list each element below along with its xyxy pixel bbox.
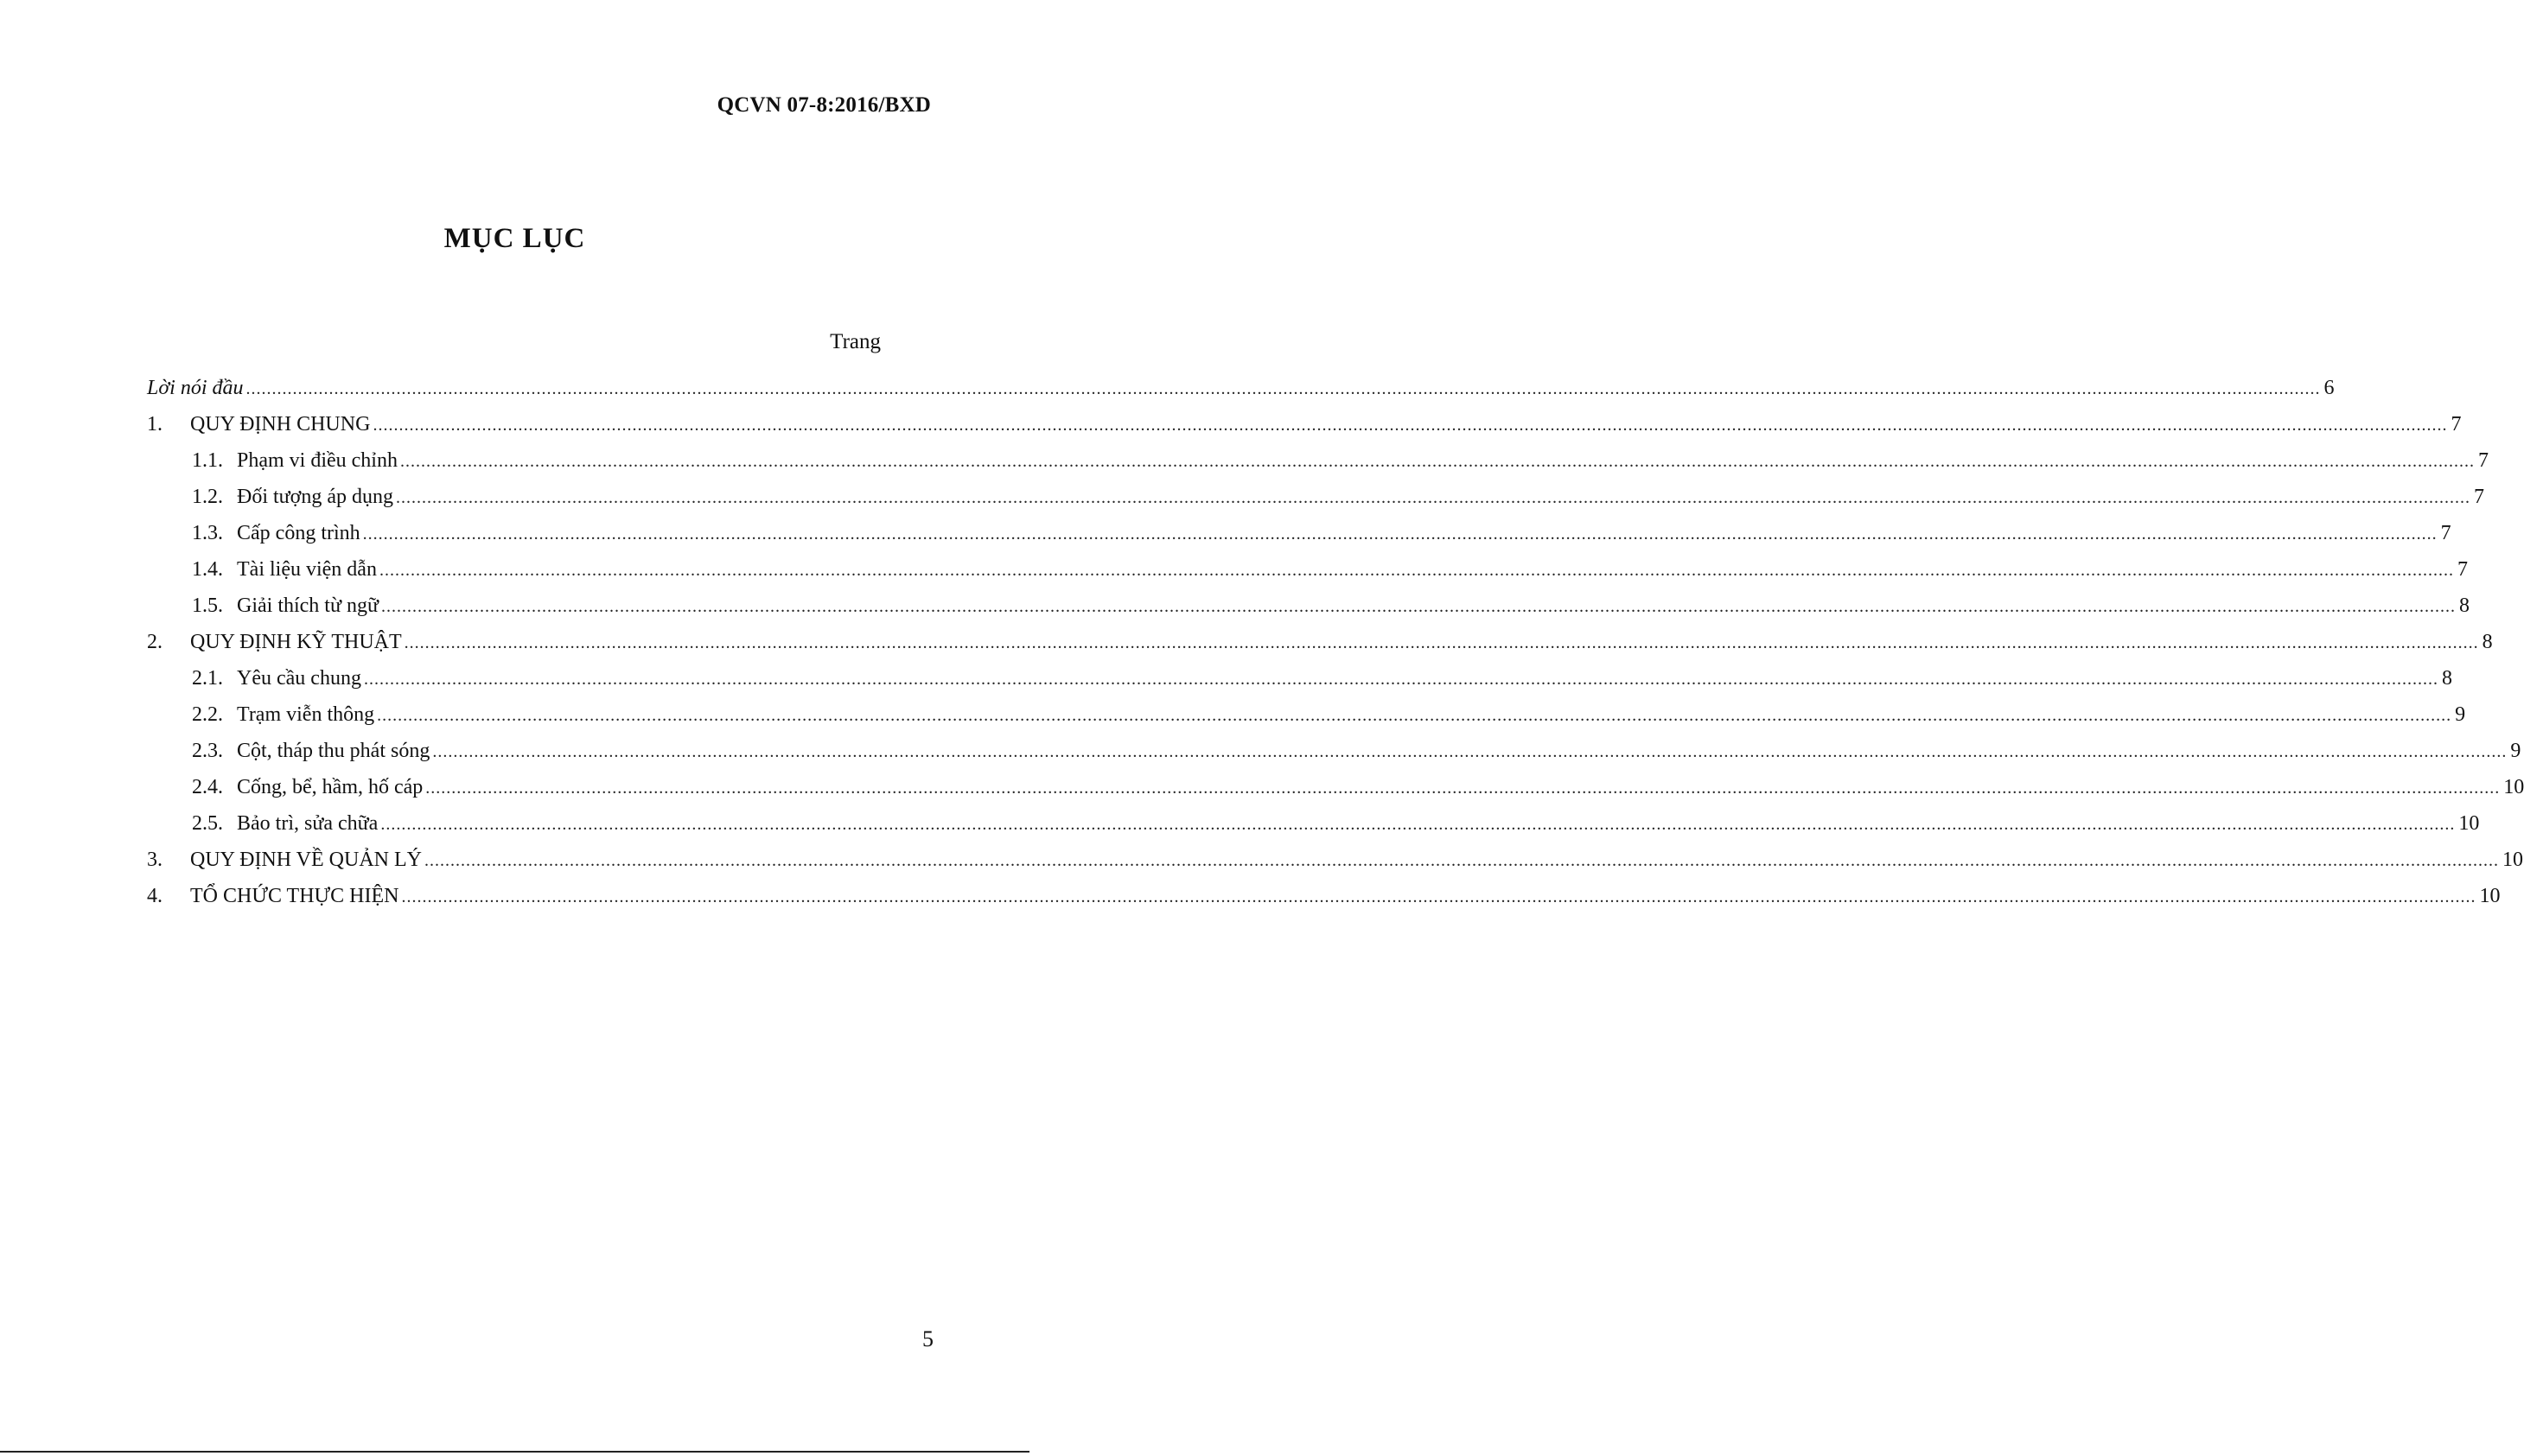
toc-entry-number: 2.1.: [192, 667, 223, 690]
toc-entry-label: Lời nói đầu: [147, 377, 244, 399]
dot-leader: ................................................................................................................................................................................................................................................................................................................................................................................................................: [380, 815, 2456, 834]
dot-leader: ................................................................................................................................................................................................................................................................................................................................................................................................................: [245, 379, 2321, 398]
toc-entry-label: Cống, bể, hầm, hố cáp: [237, 776, 424, 798]
toc-entry-page: 8: [2459, 594, 2470, 617]
page-column-label: Trang: [830, 330, 881, 353]
toc-entry-page: 10: [2503, 776, 2524, 798]
toc-subsection-entry[interactable]: [147, 551, 2468, 588]
toc-title: MỤC LỤC: [443, 223, 586, 254]
dot-leader: ................................................................................................................................................................................................................................................................................................................................................................................................................: [381, 597, 2456, 616]
toc-entry-number: 2.2.: [192, 703, 223, 726]
toc-entry-label: TỔ CHỨC THỰC HIỆN: [190, 885, 399, 907]
dot-leader: ................................................................................................................................................................................................................................................................................................................................................................................................................: [396, 488, 2471, 507]
toc-entry-page: 7: [2457, 558, 2468, 581]
document-code: QCVN 07-8:2016/BXD: [717, 93, 931, 117]
toc-entry-label: Cấp công trình: [237, 522, 360, 544]
toc-entry-number: 3.: [147, 849, 163, 871]
toc-entry-label: QUY ĐỊNH VỀ QUẢN LÝ: [190, 849, 422, 871]
toc-entry-number: 2.3.: [192, 740, 223, 762]
toc-entry-page: 6: [2323, 377, 2335, 399]
toc-entry-page: 10: [2502, 849, 2523, 871]
toc-section-entry[interactable]: [147, 406, 2462, 442]
toc-subsection-entry[interactable]: [147, 515, 2451, 551]
bottom-rule: [0, 1451, 1029, 1453]
toc-entry-page: 7: [2474, 486, 2485, 508]
toc-subsection-entry[interactable]: [147, 442, 2489, 479]
toc-entry-label: QUY ĐỊNH CHUNG: [190, 413, 371, 436]
toc-entry-label: QUY ĐỊNH KỸ THUẬT: [190, 631, 402, 653]
dot-leader: ................................................................................................................................................................................................................................................................................................................................................................................................................: [401, 887, 2476, 906]
dot-leader: ................................................................................................................................................................................................................................................................................................................................................................................................................: [362, 525, 2438, 544]
toc-entry-page: 7: [2451, 413, 2462, 436]
toc-subsection-entry[interactable]: [147, 660, 2452, 696]
toc-entry-label: Trạm viễn thông: [237, 703, 375, 726]
toc-entry-label: Phạm vi điều chỉnh: [237, 449, 398, 472]
dot-leader: ................................................................................................................................................................................................................................................................................................................................................................................................................: [377, 706, 2452, 725]
toc-entry-page: 9: [2455, 703, 2466, 726]
toc-entry-page: 10: [2479, 885, 2501, 907]
toc-entry-number: 1.3.: [192, 522, 223, 544]
dot-leader: ................................................................................................................................................................................................................................................................................................................................................................................................................: [424, 851, 2499, 870]
toc-entry-number: 1.: [147, 413, 163, 436]
toc-entry-number: 1.4.: [192, 558, 223, 581]
page-number: 5: [922, 1326, 934, 1351]
toc-subsection-entry[interactable]: [147, 696, 2466, 733]
toc-entry-number: 4.: [147, 885, 163, 907]
toc-section-entry[interactable]: [147, 878, 2501, 914]
table-of-contents: [147, 370, 2524, 914]
dot-leader: ................................................................................................................................................................................................................................................................................................................................................................................................................: [432, 742, 2508, 761]
toc-entry-label: Yêu cầu chung: [237, 667, 361, 690]
toc-subsection-entry[interactable]: [147, 769, 2524, 805]
toc-subsection-entry[interactable]: [147, 479, 2485, 515]
dot-leader: ................................................................................................................................................................................................................................................................................................................................................................................................................: [363, 670, 2438, 689]
toc-entry-page: 9: [2510, 740, 2521, 762]
toc-subsection-entry[interactable]: [147, 733, 2521, 769]
toc-entry-page: 7: [2440, 522, 2451, 544]
toc-section-entry[interactable]: [147, 842, 2523, 878]
dot-leader: ................................................................................................................................................................................................................................................................................................................................................................................................................: [404, 633, 2479, 652]
dot-leader: ................................................................................................................................................................................................................................................................................................................................................................................................................: [425, 779, 2501, 798]
dot-leader: ................................................................................................................................................................................................................................................................................................................................................................................................................: [399, 452, 2475, 471]
toc-entry-number: 2.: [147, 631, 163, 653]
toc-entry-number: 2.5.: [192, 812, 223, 835]
toc-entry-page: 10: [2458, 812, 2480, 835]
toc-entry-label: Bảo trì, sửa chữa: [237, 812, 379, 835]
toc-section-entry[interactable]: [147, 624, 2493, 660]
toc-entry-label: Đối tượng áp dụng: [237, 486, 394, 508]
toc-subsection-entry[interactable]: [147, 805, 2480, 842]
toc-entry-page: 7: [2477, 449, 2489, 472]
toc-entry-page: 8: [2482, 631, 2493, 653]
toc-entry-number: 1.5.: [192, 594, 223, 617]
toc-entry-label: Cột, tháp thu phát sóng: [237, 740, 430, 762]
toc-entry-page: 8: [2441, 667, 2452, 690]
dot-leader: ................................................................................................................................................................................................................................................................................................................................................................................................................: [373, 416, 2448, 435]
toc-entry-number: 1.1.: [192, 449, 223, 472]
toc-section-entry[interactable]: [147, 370, 2335, 406]
toc-entry-label: Tài liệu viện dẫn: [237, 558, 377, 581]
toc-entry-number: 1.2.: [192, 486, 223, 508]
dot-leader: ................................................................................................................................................................................................................................................................................................................................................................................................................: [379, 561, 2454, 580]
toc-entry-label: Giải thích từ ngữ: [237, 594, 379, 617]
toc-entry-number: 2.4.: [192, 776, 223, 798]
toc-subsection-entry[interactable]: [147, 588, 2470, 624]
